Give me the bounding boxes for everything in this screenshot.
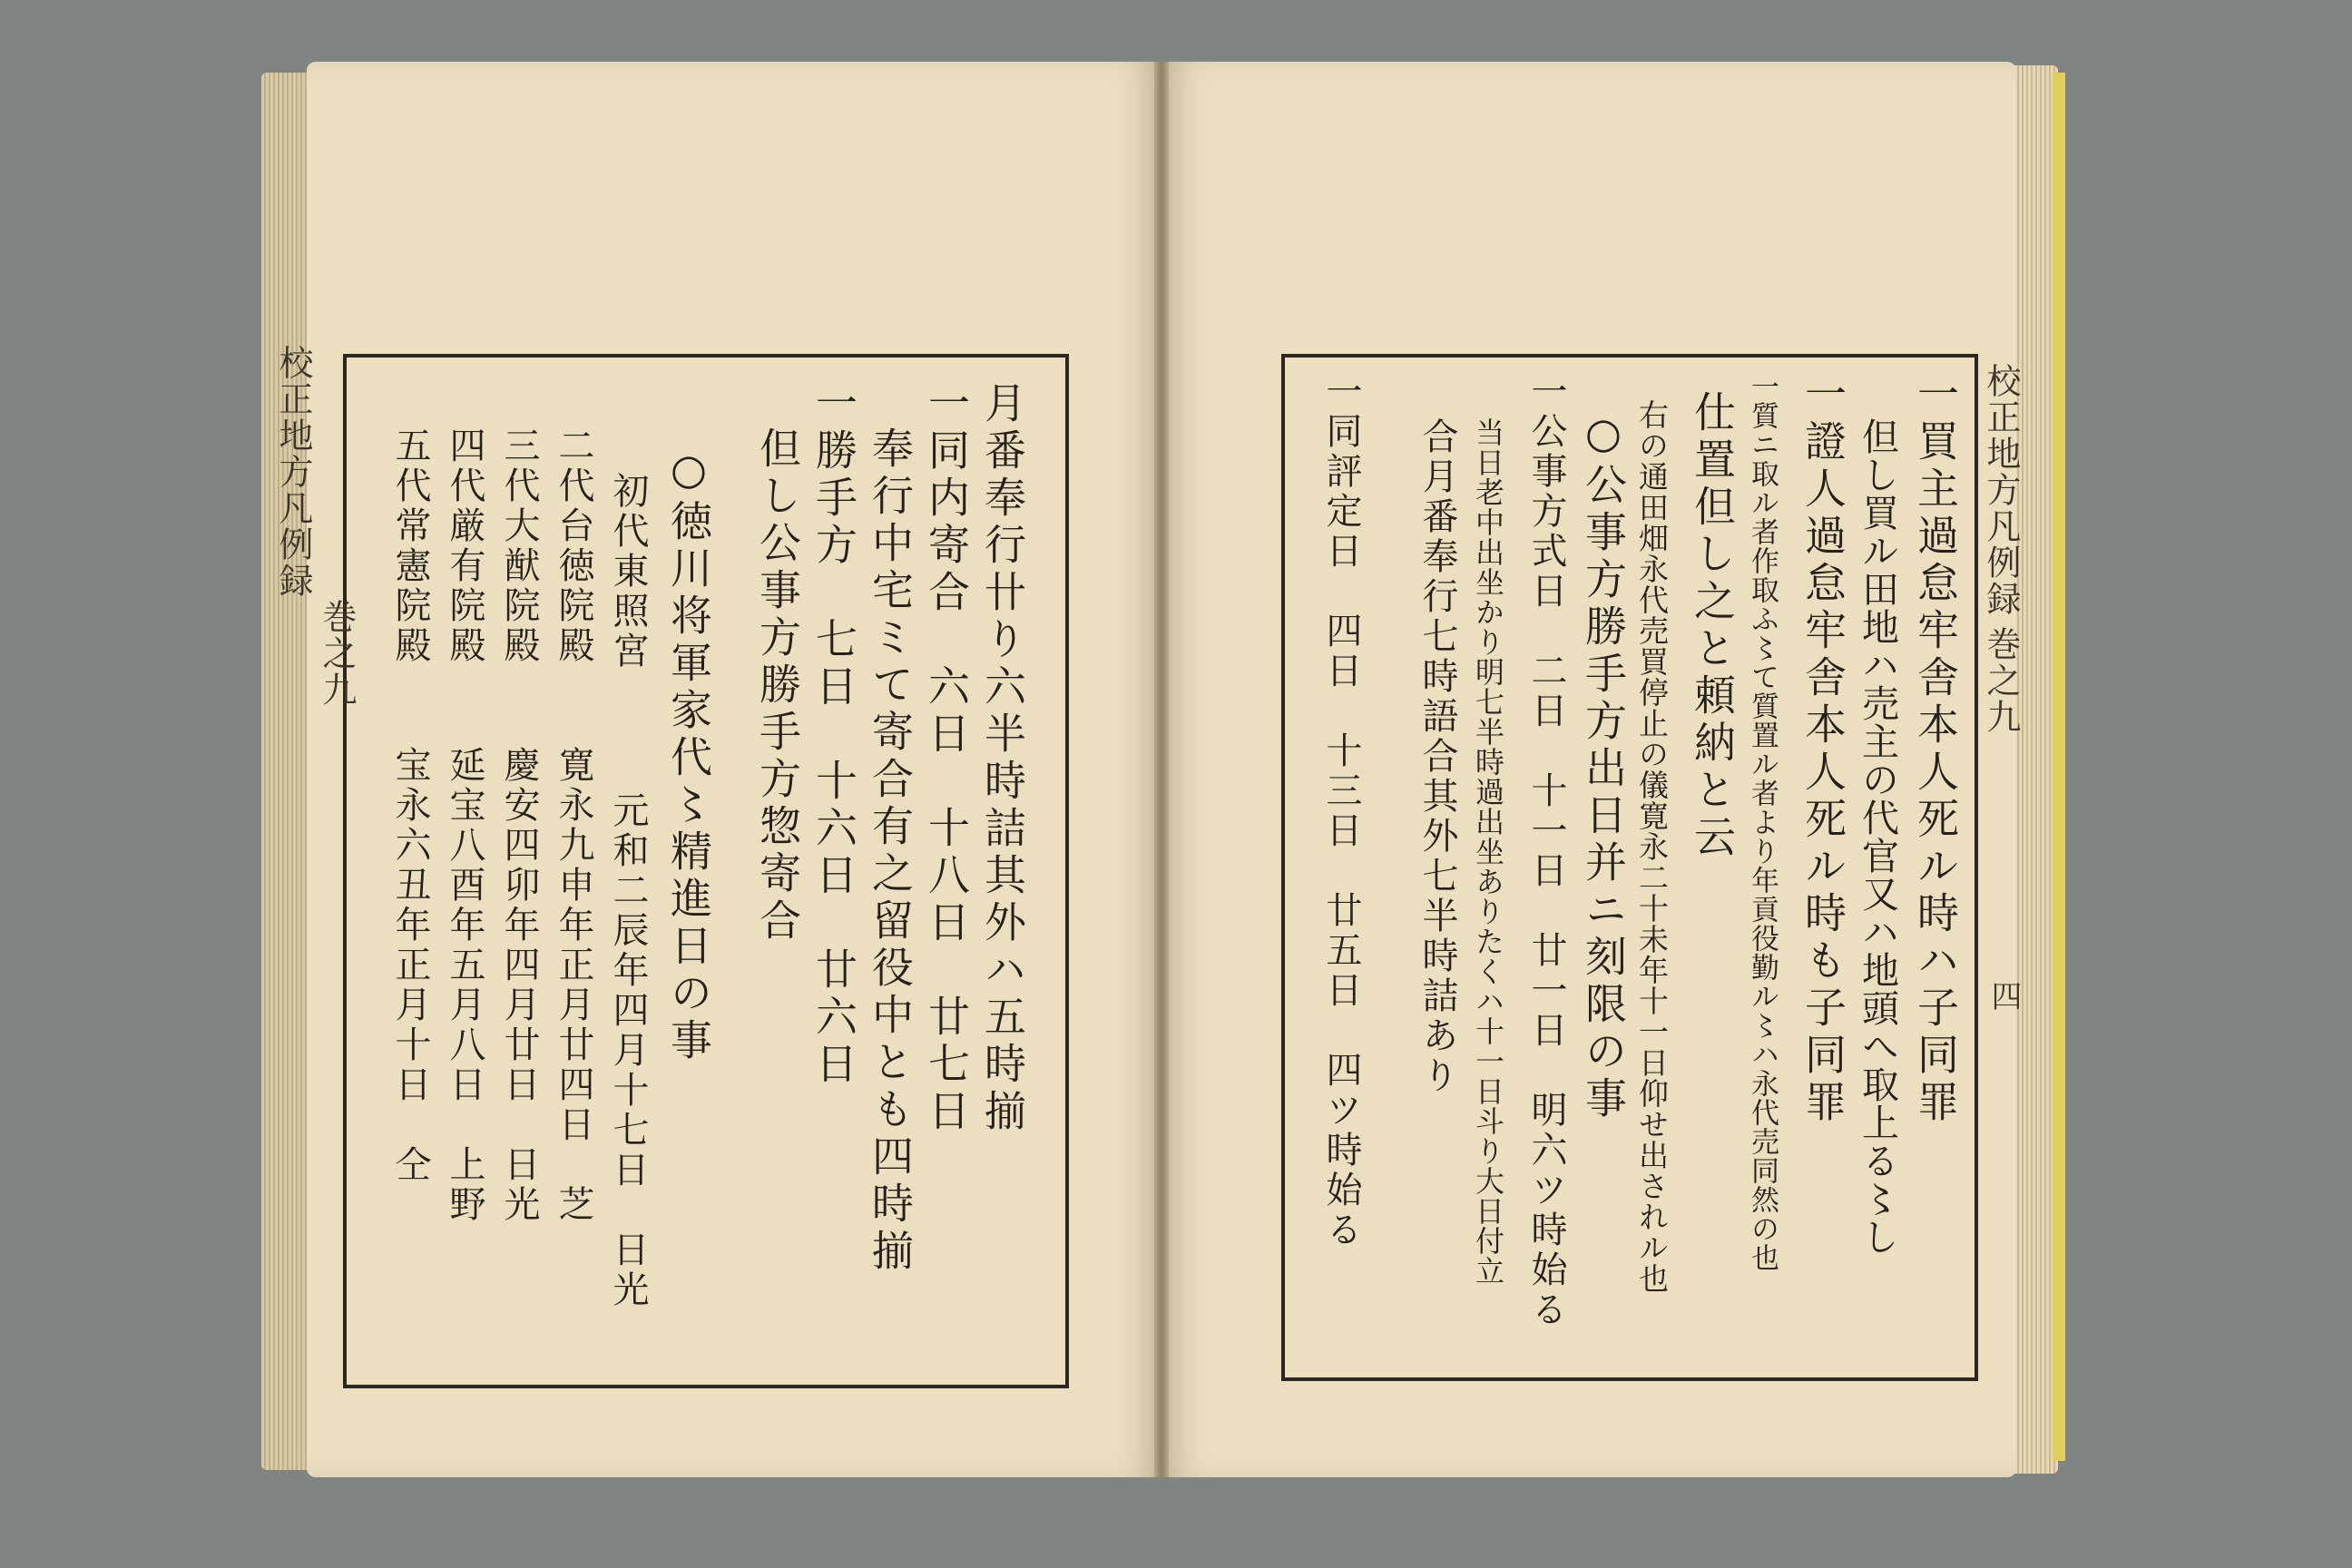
book-gutter — [1154, 62, 1169, 1477]
left-col-7: 初代東照宮 元和二辰年四月十七日 日光 — [607, 472, 649, 1310]
left-col-4: 一勝手方 七日 十六日 廿六日 — [809, 381, 858, 1089]
left-col-8: 二代台徳院殿 寛永九申年正月廿四日 芝 — [553, 426, 594, 1225]
left-margin-volume: 巻之九 — [317, 599, 357, 708]
left-col-5: 但し公事方勝手方惣寄合 — [753, 426, 802, 946]
left-col-6: ○徳川将軍家代〻精進日の事 — [664, 445, 713, 1065]
right-col-10: 合月番奉行七時語合其外七半時詰あり — [1416, 417, 1458, 1096]
right-col-3: 一證人過怠牢舎本人死ル時も子同罪 — [1798, 372, 1847, 1127]
right-col-2: 但し買ル田地ハ売主の代官又ハ地頭へ取上る〻し — [1856, 417, 1899, 1256]
right-col-11: 一同評定日 四日 十三日 廿五日 四ツ時始る — [1320, 372, 1362, 1250]
left-col-9: 三代大猷院殿 慶安四卯年四月廿日 日光 — [498, 426, 540, 1225]
right-col-6: 右の通田畑永代売買停止の儀寛永二十未年十一日仰せ出されル也 — [1634, 399, 1670, 1294]
left-col-2: 一同内寄合 六日 十八日 廿七日 — [922, 381, 971, 1136]
left-col-3: 奉行中宅ミて寄合有之留役中とも四時揃 — [866, 426, 915, 1276]
right-col-5: 仕置但し之と頼納と云 — [1688, 390, 1737, 862]
right-col-9: 当日老中出坐かり明七半時過出坐ありたくハ十一日斗り大日付立 — [1471, 417, 1505, 1286]
page-number: 四 — [1985, 980, 2022, 1011]
left-col-11: 五代常憲院殿 宝永六丑年正月十日 仝 — [389, 426, 431, 1185]
right-margin-title: 校正地方凡例録 — [1981, 363, 2021, 617]
right-col-4: 一質ニ取ル者作取ふ〻て質置ル者より年貢役勤ル〻ハ永代売同然の也 — [1746, 372, 1779, 1272]
right-col-7: ○公事方勝手方出日并ニ刻限の事 — [1579, 408, 1628, 1123]
cover-edge — [2053, 73, 2065, 1461]
left-col-1: 月番奉行卄り六半時詰其外ハ五時揃 — [978, 381, 1027, 1136]
left-margin-title: 校正地方凡例録 — [273, 345, 313, 599]
right-margin-volume: 巻之九 — [1981, 626, 2021, 735]
left-col-10: 四代厳有院殿 延宝八酉年五月八日 上野 — [444, 426, 485, 1225]
right-col-8: 一公事方式日 二日 十一日 廿一日 明六ツ時始る — [1525, 372, 1567, 1330]
right-col-1: 一買主過怠牢舎本人死ル時ハ子同罪 — [1911, 372, 1960, 1127]
